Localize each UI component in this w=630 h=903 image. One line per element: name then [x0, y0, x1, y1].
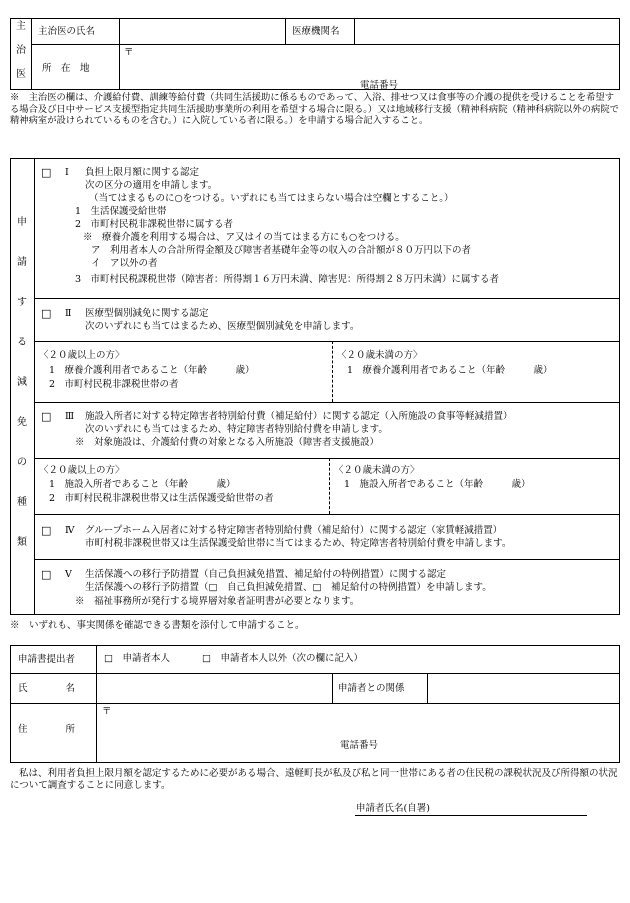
- institution-label: 医療機関名: [292, 26, 340, 37]
- attach-note: ※ いずれも、事実関係を確認できる書類を添付して申請すること。: [10, 620, 305, 631]
- applicant-name-field[interactable]: [97, 674, 331, 702]
- physician-name-label: 主治医の氏名: [38, 26, 96, 37]
- section-5: □ Ⅴ 生活保護への移行予防措置（自己負担減免措置、補足給付の特例措置）に関する認定 生活保護への移行予防措置（□ 自己負担減免措置、□ 補足給付の特例措置）を申請します。 ※ 福祉事務所が発行する境界層対象者証明書が必要となります。: [41, 568, 492, 607]
- physician-phone-label: 電話番号: [360, 80, 399, 91]
- section-1-sub-b[interactable]: イ ア以外の者: [91, 258, 158, 269]
- section-1-checkbox[interactable]: □: [41, 166, 52, 179]
- section-2-title: 医療型個別減免に関する認定: [85, 308, 209, 319]
- submitter-option-self[interactable]: □ 申請者本人: [104, 653, 170, 664]
- physician-note: ※ 主治医の欄は、介護給付費、訓練等給付費（共同生活援助に係るものであって、入浴、排せつ又は食事等の介護の提供を受けることを希望する場合及び日中サービス支援型指定共同生活援助事業所の利用を希望する場合に限る。）又は地域移行支援（精神科病院（精神科病院以外の病院で精神病室が設けられているものを含む。）に入院している者に限る。）を申請する場合記入すること。: [10, 92, 619, 127]
- section-1: □ Ⅰ 負担上限月額に関する認定 次の区分の適用を申請します。 （当てはまるものに○をつける。いずれにも当てはまらない場合は空欄とすること。） 1 生活保護受給世帯 2 市町村民税非課税世帯に属する者 ※ 療養介護を利用する場合は、ア又はイの当てはまる方にも○をつける。 ア 利用者本人の合計所得金額及び障害者基礎年金等の収入の合計額が８０万円以下の者 イ ア以外の者 3 市町村民税課税世帯（障害者：所得割１６万円未満、障害児：所得割２８万円未満）に属する者: [41, 166, 500, 285]
- signature-line[interactable]: [355, 815, 587, 816]
- section-1-item-3[interactable]: 3 市町村民税課税世帯（障害者：所得割１６万円未満、障害児：所得割２８万円未満）に属する者: [75, 274, 500, 285]
- section-3-checkbox[interactable]: □: [41, 410, 52, 423]
- applicant-address-label: 住 所: [18, 724, 76, 735]
- physician-postal-mark: 〒: [124, 47, 134, 58]
- section-2-age-over-20: 〈２０歳以上の方〉 1 療養介護利用者であること（年齢 歳） 2 市町村民税非課税世帯の者: [39, 350, 255, 390]
- section-1-title: 負担上限月額に関する認定: [85, 167, 200, 178]
- institution-field[interactable]: [355, 19, 619, 43]
- section-4: □ Ⅳ グループホーム入居者に対する特定障害者特別給付費（補足給付）に関する認定（家賃軽減措置） 市町村税非課税世帯又は生活保護受給世帯に当てはまるため、特定障害者特別給付費を申請します。: [41, 524, 512, 549]
- physician-address-label: 所 在 地: [42, 63, 90, 74]
- submitter-label: 申請書提出者: [18, 654, 76, 665]
- consent-statement: 私は、利用者負担上限月額を認定するために必要がある場合、遠軽町長が私及び私と同一世帯にある者の住民税の課税状況及び所得額の状況について調査することに同意します。: [10, 768, 618, 791]
- section-2-checkbox[interactable]: □: [41, 307, 52, 320]
- section-4-checkbox[interactable]: □: [41, 524, 52, 537]
- section-1-sub-a[interactable]: ア 利用者本人の合計所得金額及び障害者基礎年金等の収入の合計額が８０万円以下の者: [91, 245, 472, 256]
- section-5-title: 生活保護への移行予防措置（自己負担減免措置、補足給付の特例措置）に関する認定: [85, 569, 447, 580]
- section-2: □ Ⅱ 医療型個別減免に関する認定 次のいずれにも当てはまるため、医療型個別減免を申請します。: [41, 307, 360, 332]
- applicant-address-field[interactable]: [97, 704, 619, 762]
- section-5-checkbox[interactable]: □: [41, 568, 52, 581]
- section-3-title: 施設入所者に対する特定障害者特別給付費（補足給付）に関する認定（入所施設の食事等軽減措置）: [85, 411, 513, 422]
- section-2-age-under-20: 〈２０歳未満の方〉 1 療養介護利用者であること（年齢 歳）: [337, 350, 553, 376]
- relation-field[interactable]: [428, 674, 619, 702]
- applicant-postal-mark: 〒: [102, 706, 112, 717]
- section-1-item-1[interactable]: 1 生活保護受給世帯: [75, 206, 167, 217]
- applicant-name-label: 氏 名: [18, 683, 76, 694]
- physician-vertical-label: 主 治 医: [16, 21, 26, 80]
- reduction-vertical-label: 申 請 す る 減 免 の 種 類: [17, 217, 27, 548]
- relation-label: 申請者との関係: [338, 683, 405, 694]
- section-3-age-over-20: 〈２０歳以上の方〉 1 施設入所者であること（年齢 歳） 2 市町村民税非課税世帯又は生活保護受給世帯の者: [39, 465, 274, 504]
- section-4-title: グループホーム入居者に対する特定障害者特別給付費（補足給付）に関する認定（家賃軽減措置）: [85, 525, 503, 536]
- section-3: □ Ⅲ 施設入所者に対する特定障害者特別給付費（補足給付）に関する認定（入所施設の食事等軽減措置） 次のいずれにも当てはまるため、特定障害者特別給付費を申請します。 ※ 対象施設は、介護給付費の対象となる入所施設（障害者支援施設）: [41, 410, 513, 448]
- applicant-phone-label: 電話番号: [340, 740, 379, 751]
- section-3-age-under-20: 〈２０歳未満の方〉 1 施設入所者であること（年齢 歳）: [334, 465, 531, 490]
- physician-name-field[interactable]: [120, 19, 284, 43]
- signature-label: 申請者氏名(自署): [356, 803, 430, 814]
- submitter-option-other[interactable]: □ 申請者本人以外（次の欄に記入）: [202, 653, 363, 664]
- section-1-number: Ⅰ: [65, 167, 69, 178]
- section-1-item-2[interactable]: 2 市町村民税非課税世帯に属する者: [75, 219, 234, 230]
